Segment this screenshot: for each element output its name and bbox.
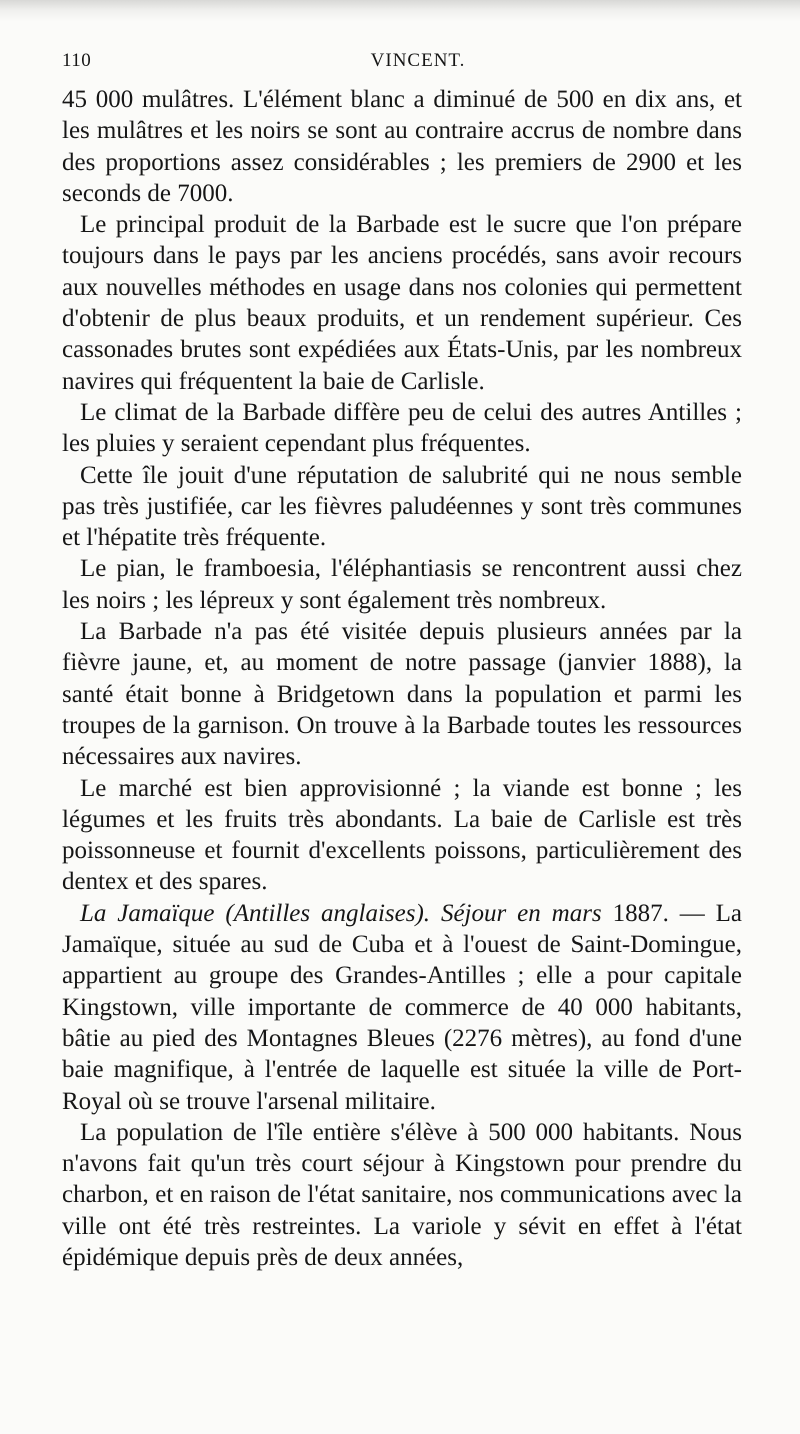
paragraph-5: Le pian, le framboesia, l'éléphantiasis se rencontrent aussi chez les noirs ; les lépreux y sont également très nombreux. <box>62 555 742 614</box>
paragraph-3: Le climat de la Barbade diffère peu de celui des autres Antilles ; les pluies y seraient cependant plus fréquentes. <box>62 398 742 458</box>
paragraph-8-text: — La Jamaïque, située au sud de Cuba et à l'ouest de Saint-Domingue, appartient au groupe des Grandes-Antilles ; elle a pour capitale Kingstown, ville importante de commerce de 40 000 habitants, bâtie au pied des Montagnes Bleues (2276 mètres), au fond d'une baie magnifique, à l'entrée de laquelle est située la ville de Port-Royal où se trouve l'arsenal militaire. <box>62 899 743 1115</box>
page-header <box>62 50 740 84</box>
section-heading-year: 1887. <box>601 899 669 927</box>
section-heading-jamaique: La Jamaïque (Antilles anglaises). Séjour en mars <box>80 899 602 927</box>
page-number: 110 <box>62 50 92 71</box>
paragraph-8 <box>62 898 742 1117</box>
running-head: VINCENT. <box>370 50 466 71</box>
body-text <box>62 84 742 1273</box>
paragraph-1: 45 000 mulâtres. L'élément blanc a diminué de 500 en dix ans, et les mulâtres et les noirs se sont au contraire accrus de nombre dans des proportions assez considérables ; les premiers de 2900 et les seconds de 7000. <box>62 86 742 207</box>
paragraph-7: Le marché est bien approvisionné ; la viande est bonne ; les légumes et les fruits très abondants. La baie de Carlisle est très poissonneuse et fournit d'excellents poissons, particulièrement des dentex et des spares. <box>62 774 742 896</box>
paragraph-6: La Barbade n'a pas été visitée depuis plusieurs années par la fièvre jaune, et, au moment de notre passage (janvier 1888), la santé était bonne à Bridgetown dans la population et parmi les troupes de la garnison. On trouve à la Barbade toutes les ressources nécessaires aux navires. <box>62 618 742 771</box>
scan-edge-shadow <box>0 0 800 22</box>
paragraph-4: Cette île jouit d'une réputation de salubrité qui ne nous semble pas très justifiée, car les fièvres paludéennes y sont très communes et l'hépatite très fréquente. <box>62 461 742 552</box>
paragraph-2: Le principal produit de la Barbade est le sucre que l'on prépare toujours dans le pays par les anciens procédés, sans avoir recours aux nouvelles méthodes en usage dans nos colonies qui permettent d'obtenir de plus beaux produits, et un rendement supérieur. Ces cassonades brutes sont expédiées aux États-Unis, par les nombreux navires qui fréquentent la baie de Carlisle. <box>62 211 742 395</box>
paragraph-9: La population de l'île entière s'élève à 500 000 habitants. Nous n'avons fait qu'un très court séjour à Kingstown pour prendre du charbon, et en raison de l'état sanitaire, nos communications avec la ville ont été très restreintes. La variole y sévit en effet à l'état épidémique depuis près de deux années, <box>62 1118 742 1271</box>
